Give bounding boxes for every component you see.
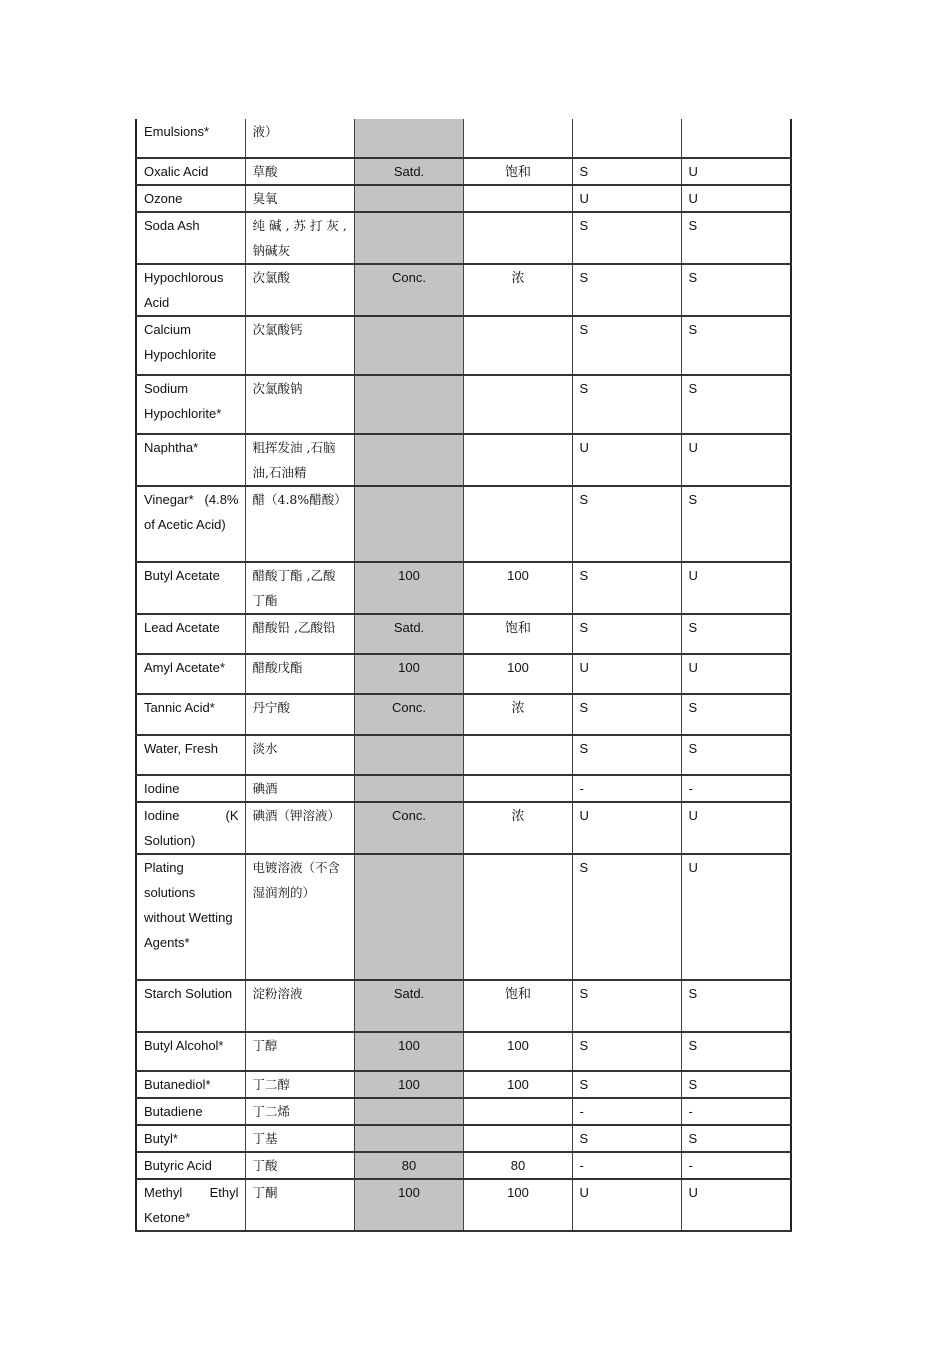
rating-1-cell: S <box>572 1125 681 1152</box>
rating-1-cell: U <box>572 434 681 486</box>
rating-2-cell: S <box>681 614 791 654</box>
rating-2-cell: S <box>681 980 791 1032</box>
chinese-name-cell: 丁基 <box>245 1125 354 1152</box>
chinese-name-cell: 液） <box>245 119 354 158</box>
chemical-resistance-table <box>135 119 792 1232</box>
table-row <box>136 1179 791 1231</box>
concentration-cell <box>354 316 463 375</box>
rating-1-cell: S <box>572 158 681 185</box>
chinese-name-cell: 醋酸铅 ,乙酸铅 <box>245 614 354 654</box>
concentration-cell <box>354 1098 463 1125</box>
chemical-name-cell: Emulsions* <box>136 119 245 158</box>
rating-1-cell: S <box>572 212 681 264</box>
table-row <box>136 119 791 158</box>
concentration-cell <box>354 1125 463 1152</box>
chemical-name-cell: Amyl Acetate* <box>136 654 245 694</box>
concentration-cell: 100 <box>354 1179 463 1231</box>
chinese-name-cell: 碘酒（钾溶液） <box>245 802 354 854</box>
concentration-cell: 100 <box>354 1071 463 1098</box>
rating-1-cell: U <box>572 185 681 212</box>
rating-2-cell: S <box>681 375 791 434</box>
rating-2-cell <box>681 119 791 158</box>
rating-2-cell: S <box>681 212 791 264</box>
rating-2-cell: - <box>681 1098 791 1125</box>
rating-1-cell: U <box>572 1179 681 1231</box>
rating-1-cell: - <box>572 1098 681 1125</box>
chinese-name-cell: 粗挥发油 ,石脑油,石油精 <box>245 434 354 486</box>
chemical-name-cell: Soda Ash <box>136 212 245 264</box>
chinese-name-cell: 丁二醇 <box>245 1071 354 1098</box>
concentration-cell <box>354 119 463 158</box>
chemical-name-cell: Tannic Acid* <box>136 694 245 735</box>
concentration-cn-cell <box>463 185 572 212</box>
concentration-cn-cell: 饱和 <box>463 980 572 1032</box>
rating-2-cell: U <box>681 434 791 486</box>
concentration-cn-cell: 浓 <box>463 264 572 316</box>
table-row <box>136 775 791 802</box>
concentration-cell: Satd. <box>354 158 463 185</box>
chinese-name-cell: 臭氧 <box>245 185 354 212</box>
chemical-name-cell: Iodine (K Solution) <box>136 802 245 854</box>
concentration-cn-cell <box>463 1098 572 1125</box>
table-row <box>136 185 791 212</box>
rating-1-cell: S <box>572 735 681 775</box>
concentration-cell: Satd. <box>354 980 463 1032</box>
chinese-name-cell: 丁二烯 <box>245 1098 354 1125</box>
rating-1-cell: S <box>572 316 681 375</box>
chemical-name-cell: Vinegar* (4.8% of Acetic Acid) <box>136 486 245 562</box>
table-body <box>136 119 791 1231</box>
chinese-name-cell: 醋（4.8%醋酸） <box>245 486 354 562</box>
chinese-name-cell: 醋酸戊酯 <box>245 654 354 694</box>
rating-2-cell: - <box>681 775 791 802</box>
table-row <box>136 1071 791 1098</box>
rating-1-cell: U <box>572 802 681 854</box>
rating-1-cell: S <box>572 614 681 654</box>
rating-1-cell <box>572 119 681 158</box>
table-row <box>136 212 791 264</box>
chemical-name-cell: Iodine <box>136 775 245 802</box>
concentration-cell <box>354 735 463 775</box>
rating-2-cell: S <box>681 486 791 562</box>
concentration-cn-cell <box>463 119 572 158</box>
concentration-cell <box>354 375 463 434</box>
chemical-name-cell: Butyric Acid <box>136 1152 245 1179</box>
concentration-cell <box>354 434 463 486</box>
concentration-cn-cell: 80 <box>463 1152 572 1179</box>
rating-2-cell: S <box>681 316 791 375</box>
concentration-cn-cell <box>463 316 572 375</box>
table-row <box>136 735 791 775</box>
chemical-name-cell: Methyl Ethyl Ketone* <box>136 1179 245 1231</box>
rating-2-cell: U <box>681 802 791 854</box>
concentration-cell: 100 <box>354 1032 463 1071</box>
chemical-name-cell: Butanediol* <box>136 1071 245 1098</box>
concentration-cell: 80 <box>354 1152 463 1179</box>
chemical-name-cell: Ozone <box>136 185 245 212</box>
table-row <box>136 802 791 854</box>
concentration-cn-cell <box>463 212 572 264</box>
table-row <box>136 316 791 375</box>
rating-1-cell: S <box>572 486 681 562</box>
rating-1-cell: S <box>572 854 681 980</box>
table-row <box>136 1152 791 1179</box>
chemical-name-cell: Butadiene <box>136 1098 245 1125</box>
table-row <box>136 614 791 654</box>
rating-1-cell: S <box>572 264 681 316</box>
chinese-name-cell: 次氯酸钙 <box>245 316 354 375</box>
concentration-cell <box>354 854 463 980</box>
chemical-name-cell: Butyl Acetate <box>136 562 245 614</box>
concentration-cell <box>354 486 463 562</box>
rating-1-cell: S <box>572 562 681 614</box>
concentration-cell <box>354 185 463 212</box>
concentration-cell <box>354 775 463 802</box>
rating-2-cell: - <box>681 1152 791 1179</box>
concentration-cn-cell <box>463 434 572 486</box>
chemical-name-cell: Calcium Hypochlorite <box>136 316 245 375</box>
chinese-name-cell: 碘酒 <box>245 775 354 802</box>
rating-2-cell: S <box>681 735 791 775</box>
table-row <box>136 854 791 980</box>
concentration-cell: Conc. <box>354 694 463 735</box>
chinese-name-cell: 草酸 <box>245 158 354 185</box>
concentration-cn-cell <box>463 854 572 980</box>
concentration-cn-cell: 饱和 <box>463 158 572 185</box>
chemical-name-cell: Butyl* <box>136 1125 245 1152</box>
table-row <box>136 375 791 434</box>
concentration-cn-cell <box>463 775 572 802</box>
table-row <box>136 980 791 1032</box>
table-row <box>136 486 791 562</box>
table-row <box>136 654 791 694</box>
rating-1-cell: - <box>572 775 681 802</box>
chinese-name-cell: 淀粉溶液 <box>245 980 354 1032</box>
concentration-cell: Satd. <box>354 614 463 654</box>
concentration-cn-cell <box>463 486 572 562</box>
table-row <box>136 434 791 486</box>
chemical-name-cell: Starch Solution <box>136 980 245 1032</box>
concentration-cn-cell <box>463 375 572 434</box>
chemical-name-cell: Plating solutions without Wetting Agents* <box>136 854 245 980</box>
concentration-cn-cell <box>463 735 572 775</box>
chinese-name-cell: 丁酮 <box>245 1179 354 1231</box>
rating-1-cell: S <box>572 980 681 1032</box>
chemical-name-cell: Hypochlorous Acid <box>136 264 245 316</box>
chinese-name-cell: 次氯酸钠 <box>245 375 354 434</box>
rating-1-cell: S <box>572 1071 681 1098</box>
rating-2-cell: S <box>681 1125 791 1152</box>
table-row <box>136 1125 791 1152</box>
concentration-cell <box>354 212 463 264</box>
rating-2-cell: U <box>681 158 791 185</box>
chinese-name-cell: 次氯酸 <box>245 264 354 316</box>
rating-1-cell: S <box>572 694 681 735</box>
rating-1-cell: U <box>572 654 681 694</box>
chemical-name-cell: Water, Fresh <box>136 735 245 775</box>
rating-1-cell: S <box>572 1032 681 1071</box>
table-row <box>136 158 791 185</box>
concentration-cn-cell: 浓 <box>463 694 572 735</box>
rating-1-cell: S <box>572 375 681 434</box>
rating-1-cell: - <box>572 1152 681 1179</box>
rating-2-cell: U <box>681 562 791 614</box>
chemical-name-cell: Lead Acetate <box>136 614 245 654</box>
table-row <box>136 562 791 614</box>
rating-2-cell: S <box>681 1032 791 1071</box>
concentration-cn-cell: 100 <box>463 562 572 614</box>
concentration-cn-cell: 饱和 <box>463 614 572 654</box>
chinese-name-cell: 醋酸丁酯 ,乙酸丁酯 <box>245 562 354 614</box>
chinese-name-cell: 丁酸 <box>245 1152 354 1179</box>
table-row <box>136 264 791 316</box>
chemical-name-cell: Naphtha* <box>136 434 245 486</box>
concentration-cn-cell: 100 <box>463 1071 572 1098</box>
table-row <box>136 1098 791 1125</box>
chinese-name-cell: 淡水 <box>245 735 354 775</box>
rating-2-cell: S <box>681 694 791 735</box>
chemical-name-cell: Sodium Hypochlorite* <box>136 375 245 434</box>
concentration-cn-cell: 浓 <box>463 802 572 854</box>
chinese-name-cell: 纯 碱 , 苏 打 灰 , 钠碱灰 <box>245 212 354 264</box>
table-row <box>136 1032 791 1071</box>
chemical-name-cell: Butyl Alcohol* <box>136 1032 245 1071</box>
concentration-cell: 100 <box>354 562 463 614</box>
rating-2-cell: U <box>681 854 791 980</box>
concentration-cell: 100 <box>354 654 463 694</box>
concentration-cn-cell: 100 <box>463 1032 572 1071</box>
chinese-name-cell: 电镀溶液（不含湿润剂的） <box>245 854 354 980</box>
concentration-cell: Conc. <box>354 264 463 316</box>
concentration-cell: Conc. <box>354 802 463 854</box>
rating-2-cell: S <box>681 264 791 316</box>
concentration-cn-cell: 100 <box>463 1179 572 1231</box>
concentration-cn-cell: 100 <box>463 654 572 694</box>
rating-2-cell: S <box>681 1071 791 1098</box>
rating-2-cell: U <box>681 654 791 694</box>
rating-2-cell: U <box>681 1179 791 1231</box>
concentration-cn-cell <box>463 1125 572 1152</box>
chinese-name-cell: 丹宁酸 <box>245 694 354 735</box>
chinese-name-cell: 丁醇 <box>245 1032 354 1071</box>
rating-2-cell: U <box>681 185 791 212</box>
chemical-name-cell: Oxalic Acid <box>136 158 245 185</box>
table-row <box>136 694 791 735</box>
